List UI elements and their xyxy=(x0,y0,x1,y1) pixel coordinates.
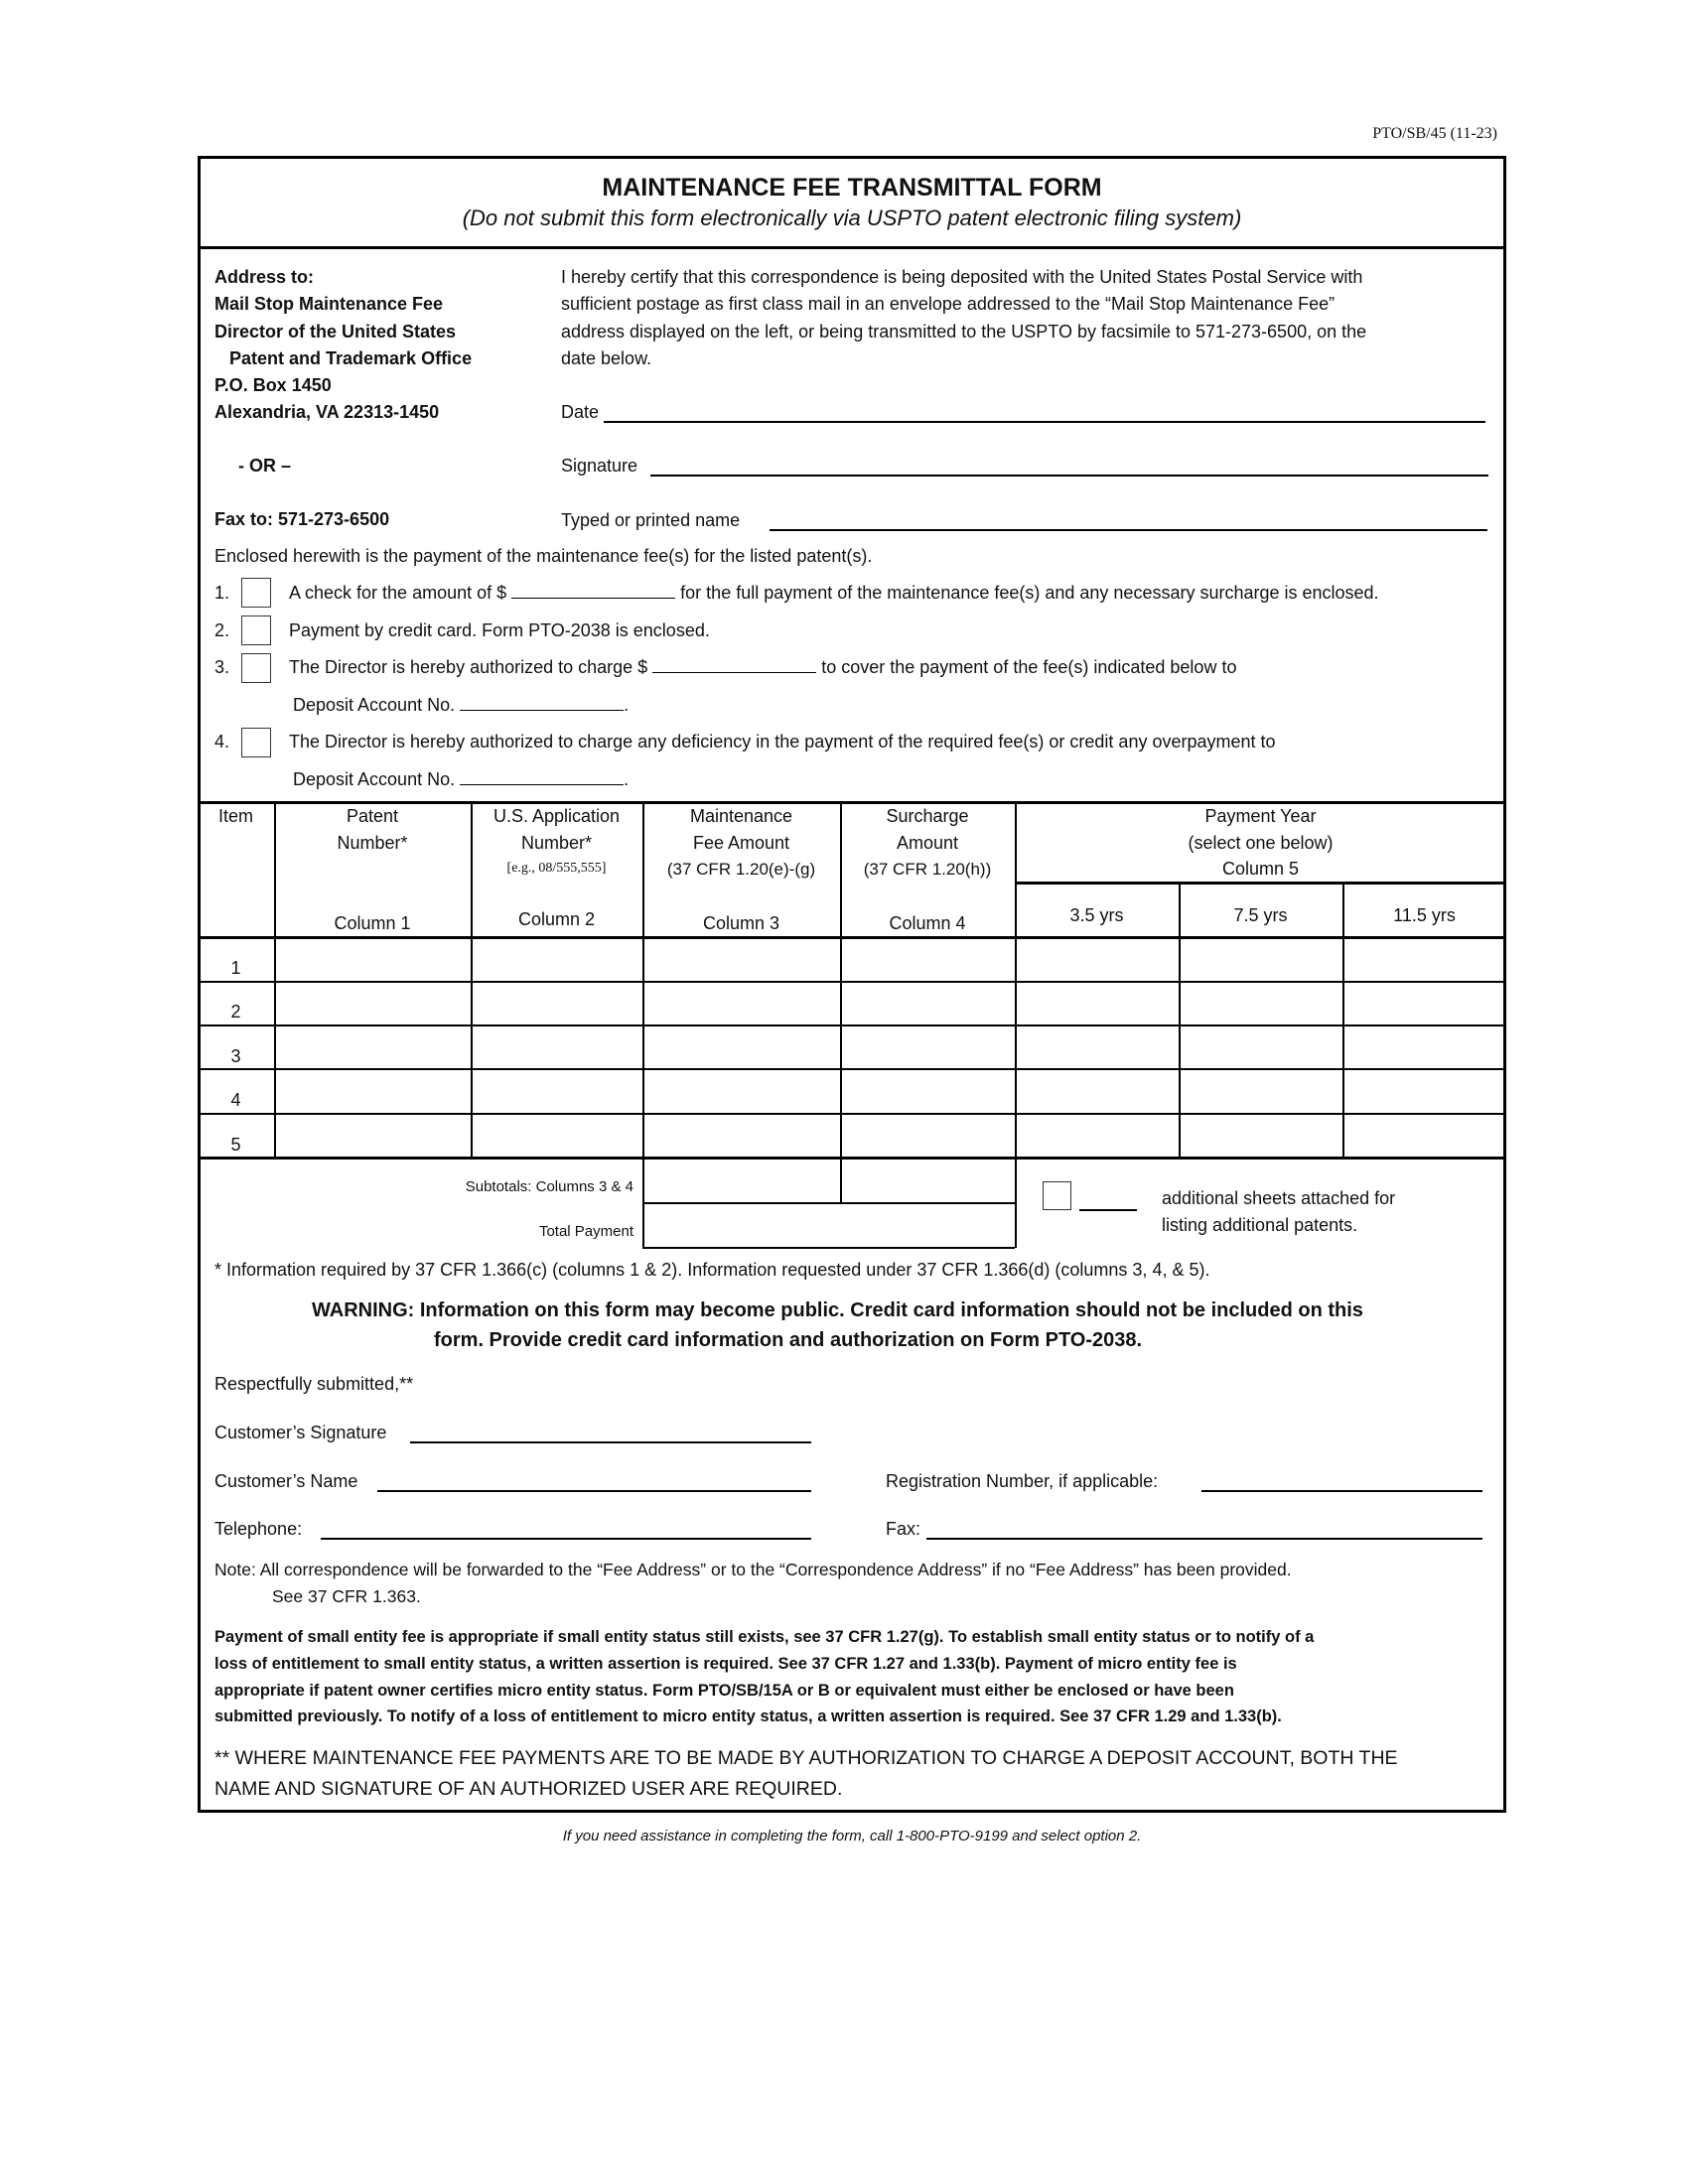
divider xyxy=(198,246,1506,249)
deposit-warning: ** WHERE MAINTENANCE FEE PAYMENTS ARE TO BE MADE BY AUTHORIZATION TO CHARGE A DEPOSIT ACCOUNT, BOTH THE xyxy=(214,1747,1398,1769)
total-payment-label: Total Payment xyxy=(538,1223,633,1240)
address-line: Alexandria, VA 22313-1450 xyxy=(214,402,440,422)
header-maintenance: Fee Amount xyxy=(692,833,790,853)
certify-text: I hereby certify that this correspondence is being deposited with the United States Postal Service with xyxy=(561,267,1363,287)
table-border xyxy=(198,801,1506,804)
or-label: - OR – xyxy=(238,456,292,476)
address-line: Address to: xyxy=(214,267,315,287)
row-number: 3 xyxy=(230,1046,241,1066)
fax-to: Fax to: 571-273-6500 xyxy=(214,509,390,529)
form-id: PTO/SB/45 (11-23) xyxy=(1372,125,1497,142)
small-entity-text: appropriate if patent owner certifies micro entity status. Form PTO/SB/15A or B or equivalent must either be enclosed or have been xyxy=(214,1682,1234,1700)
typed-name-label: Typed or printed name xyxy=(561,510,741,530)
form-title: MAINTENANCE FEE TRANSMITTAL FORM xyxy=(602,174,1102,202)
respectfully-label: Respectfully submitted,** xyxy=(214,1374,414,1394)
row-number: 4 xyxy=(230,1090,241,1110)
credit-card-checkbox[interactable] xyxy=(241,615,271,645)
header-patent: Patent xyxy=(346,806,399,826)
header-item: Item xyxy=(217,806,253,826)
header-column-label: Column 3 xyxy=(702,913,780,933)
header-maintenance: (37 CFR 1.20(e)-(g) xyxy=(666,860,816,879)
additional-sheets-text: additional sheets attached for xyxy=(1162,1188,1396,1208)
header-year: 11.5 yrs xyxy=(1393,905,1456,925)
header-column-label: Column 4 xyxy=(889,913,966,933)
note-text: See 37 CFR 1.363. xyxy=(272,1586,421,1606)
option-text: for the full payment of the maintenance fee(s) and any necessary surcharge is enclosed. xyxy=(680,583,1379,603)
header-payment-year: (select one below) xyxy=(1188,833,1334,853)
date-field[interactable] xyxy=(604,421,1485,423)
customer-signature-field[interactable] xyxy=(410,1441,811,1443)
subtotals-label: Subtotals: Columns 3 & 4 xyxy=(465,1178,633,1195)
signature-field[interactable] xyxy=(650,475,1488,477)
option-text: Payment by credit card. Form PTO-2038 is enclosed. xyxy=(289,620,710,640)
customer-name-field[interactable] xyxy=(377,1490,811,1492)
registration-field[interactable] xyxy=(1201,1490,1482,1492)
small-entity-text: Payment of small entity fee is appropriate if small entity status still exists, see 37 CFR 1.27(g). To establish small entity status or to notify of a xyxy=(214,1628,1315,1646)
additional-sheets-checkbox[interactable] xyxy=(1043,1181,1071,1210)
registration-label: Registration Number, if applicable: xyxy=(886,1471,1159,1491)
address-line: P.O. Box 1450 xyxy=(214,375,332,395)
deposit-account-field-4[interactable] xyxy=(460,768,624,785)
typed-name-field[interactable] xyxy=(770,529,1487,531)
enclosed-text: Enclosed herewith is the payment of the maintenance fee(s) for the listed patent(s). xyxy=(214,546,873,566)
table-border xyxy=(1015,882,1506,885)
option-text: The Director is hereby authorized to charge $ xyxy=(289,657,648,677)
customer-signature-label: Customer’s Signature xyxy=(214,1423,387,1442)
header-year: 3.5 yrs xyxy=(1069,905,1124,925)
header-maintenance: Maintenance xyxy=(689,806,793,826)
authorize-deficiency-checkbox[interactable] xyxy=(241,728,271,757)
small-entity-text: loss of entitlement to small entity status, a written assertion is required. See 37 CFR 1.27 and 1.33(b). Payment of micro entity fee is xyxy=(214,1655,1237,1673)
header-column-label: Column 1 xyxy=(334,913,411,933)
option-number: 1. xyxy=(214,583,230,603)
customer-name-label: Customer’s Name xyxy=(214,1471,358,1491)
fax-field[interactable] xyxy=(926,1538,1482,1540)
assistance-text: If you need assistance in completing the form, call 1-800-PTO-9199 and select option 2. xyxy=(562,1828,1142,1844)
form-page: PTO/SB/45 (11-23) MAINTENANCE FEE TRANSMITTAL FORM (Do not submit this form electronically via USPTO patent electronic filing system) Address to: Mail Stop Maintenance Fee Director of the United States Patent and Trademark Office P.O. Box 1450 Alexandria, VA 22313-1450 - OR – Fax to: 571-273-6500 I hereby certify that this correspondence is being deposited with the United States Postal Service with sufficient postage as first class mail in an envelope addressed to the “Mail Stop Maintenance Fee” address displayed on the left, or being transmitted to the USPTO by facsimile to 571-273-6500, on the date below. Date Signature Typed or printed name Enclosed herewith is the payment of the maintenance fee(s) for the listed patent(s). 1. A check for the amount of $ for the full payment of the maintenance fee(s) and any necessary surcharge is enclosed. 2. Payment by credit card. Form PTO-2038 is enclosed. 3. The Director is hereby authorized to charge $ to cover the payment of the fee(s) indicated below to Deposit Account No. . 4. The Director is hereby authorized to charge any deficiency in the payment of the required fee(s) or credit any overpayment to Deposit Account No. . Item Patent Number* Column 1 U.S. Application Number* [e.g., 08/555,555] Column 2 Maintenance Fee Amount (37 CFR 1.20(e)-(g) Column 3 Surcharge Amount (37 CFR 1.20(h)) Column 4 Payment Year (select one below) Column 5 3.5 yrs 7.5 yrs 11.5 yrs 1 2 3 4 5 Subtotals: Columns 3 & 4 Total Payment additional sheets attached for listing additional patents. * Information required by 37 CFR 1.366(c) (columns 1 & 2). Information requested under 37 CFR 1.366(d) (columns 3, 4, & 5). WARNING: Information on this form may become public. Credit card information should not be included on this form. Provide credit card information and authorization on Form PTO-2038. Respectfully submitted,** Customer’s Signature Customer’s Name Registration Number, if applicable: Telephone: Fax: Note: All correspondence will be forwarded to the “Fee Address” or to the “Correspondence Address” if no “Fee Address” has been provided. See 37 CFR 1.363. Payment of small entity fee is appropriate if small entity status still exists, see 37 CFR 1.27(g). To establish small entity status or to notify of a loss of entitlement to small entity status, a written assertion is required. See 37 CFR 1.27 and 1.33(b). Payment of micro entity fee is appropriate if patent owner certifies micro entity status. Form PTO/SB/15A or B or equivalent must either be enclosed or have been submitted previously. To notify of a loss of entitlement to micro entity status, a written assertion is required. See 37 CFR 1.29 and 1.33(b). ** WHERE MAINTENANCE FEE PAYMENTS ARE TO BE MADE BY AUTHORIZATION TO CHARGE A DEPOSIT ACCOUNT, BOTH THE NAME AND SIGNATURE OF AN AUTHORIZED USER ARE REQUIRED. If you need assistance in completing the form, call 1-800-PTO-9199 and select option 2. xyxy=(0,0,1688,2184)
charge-amount-field[interactable] xyxy=(652,656,816,673)
certify-text: sufficient postage as first class mail in an envelope addressed to the “Mail Stop Maintenance Fee” xyxy=(561,294,1336,314)
header-patent: Number* xyxy=(337,833,408,853)
option-text: The Director is hereby authorized to charge any deficiency in the payment of the required fee(s) or credit any overpayment to xyxy=(289,732,1276,751)
telephone-field[interactable] xyxy=(321,1538,811,1540)
additional-sheets-count-field[interactable] xyxy=(1079,1209,1137,1211)
row-number: 1 xyxy=(230,958,241,978)
address-line: Patent and Trademark Office xyxy=(229,348,473,368)
deposit-label: Deposit Account No. xyxy=(293,769,456,789)
certify-text: date below. xyxy=(561,348,652,368)
warning-text: form. Provide credit card information and authorization on Form PTO-2038. xyxy=(434,1329,1143,1351)
certify-text: address displayed on the left, or being transmitted to the USPTO by facsimile to 571-273-6500, on the xyxy=(561,322,1367,341)
header-surcharge: (37 CFR 1.20(h)) xyxy=(863,860,992,879)
header-application: Number* xyxy=(520,833,593,853)
table-border xyxy=(198,936,1506,939)
row-number: 5 xyxy=(230,1135,241,1155)
header-payment-year: Payment Year xyxy=(1204,806,1317,826)
option-number: 2. xyxy=(214,620,230,640)
header-surcharge: Surcharge xyxy=(886,806,969,826)
option-text: A check for the amount of $ xyxy=(289,583,507,603)
header-application: U.S. Application xyxy=(492,806,621,826)
header-column-label: Column 2 xyxy=(517,909,596,929)
deposit-label: Deposit Account No. xyxy=(293,695,456,715)
date-label: Date xyxy=(561,402,600,422)
additional-sheets-text: listing additional patents. xyxy=(1162,1215,1358,1235)
deposit-warning: NAME AND SIGNATURE OF AN AUTHORIZED USER ARE REQUIRED. xyxy=(214,1778,843,1800)
option-number: 3. xyxy=(214,657,230,677)
option-number: 4. xyxy=(214,732,230,751)
check-payment-checkbox[interactable] xyxy=(241,578,271,608)
address-line: Director of the United States xyxy=(214,322,457,341)
authorize-charge-checkbox[interactable] xyxy=(241,653,271,683)
warning-text: WARNING: Information on this form may become public. Credit card information should not be included on this xyxy=(312,1299,1363,1321)
header-example: [e.g., 08/555,555] xyxy=(506,861,607,876)
row-number: 2 xyxy=(230,1002,241,1022)
check-amount-field[interactable] xyxy=(511,582,675,599)
form-subtitle: (Do not submit this form electronically via USPTO patent electronic filing system) xyxy=(462,205,1242,230)
footnote: * Information required by 37 CFR 1.366(c) (columns 1 & 2). Information requested under 37 CFR 1.366(d) (columns 3, 4, & 5). xyxy=(214,1260,1210,1280)
note-text: Note: All correspondence will be forwarded to the “Fee Address” or to the “Correspondence Address” if no “Fee Address” has been provided. xyxy=(214,1560,1292,1579)
deposit-account-field-3[interactable] xyxy=(460,694,624,711)
telephone-label: Telephone: xyxy=(214,1519,303,1539)
small-entity-text: submitted previously. To notify of a loss of entitlement to micro entity status, a written assertion is required. See 37 CFR 1.29 and 1.33(b). xyxy=(214,1707,1282,1725)
option-text: to cover the payment of the fee(s) indicated below to xyxy=(821,657,1237,677)
header-year: 7.5 yrs xyxy=(1233,905,1288,925)
signature-label: Signature xyxy=(561,456,638,476)
address-line: Mail Stop Maintenance Fee xyxy=(214,294,444,314)
header-surcharge: Amount xyxy=(896,833,959,853)
fax-label: Fax: xyxy=(886,1519,921,1539)
header-column-label: Column 5 xyxy=(1221,859,1300,879)
